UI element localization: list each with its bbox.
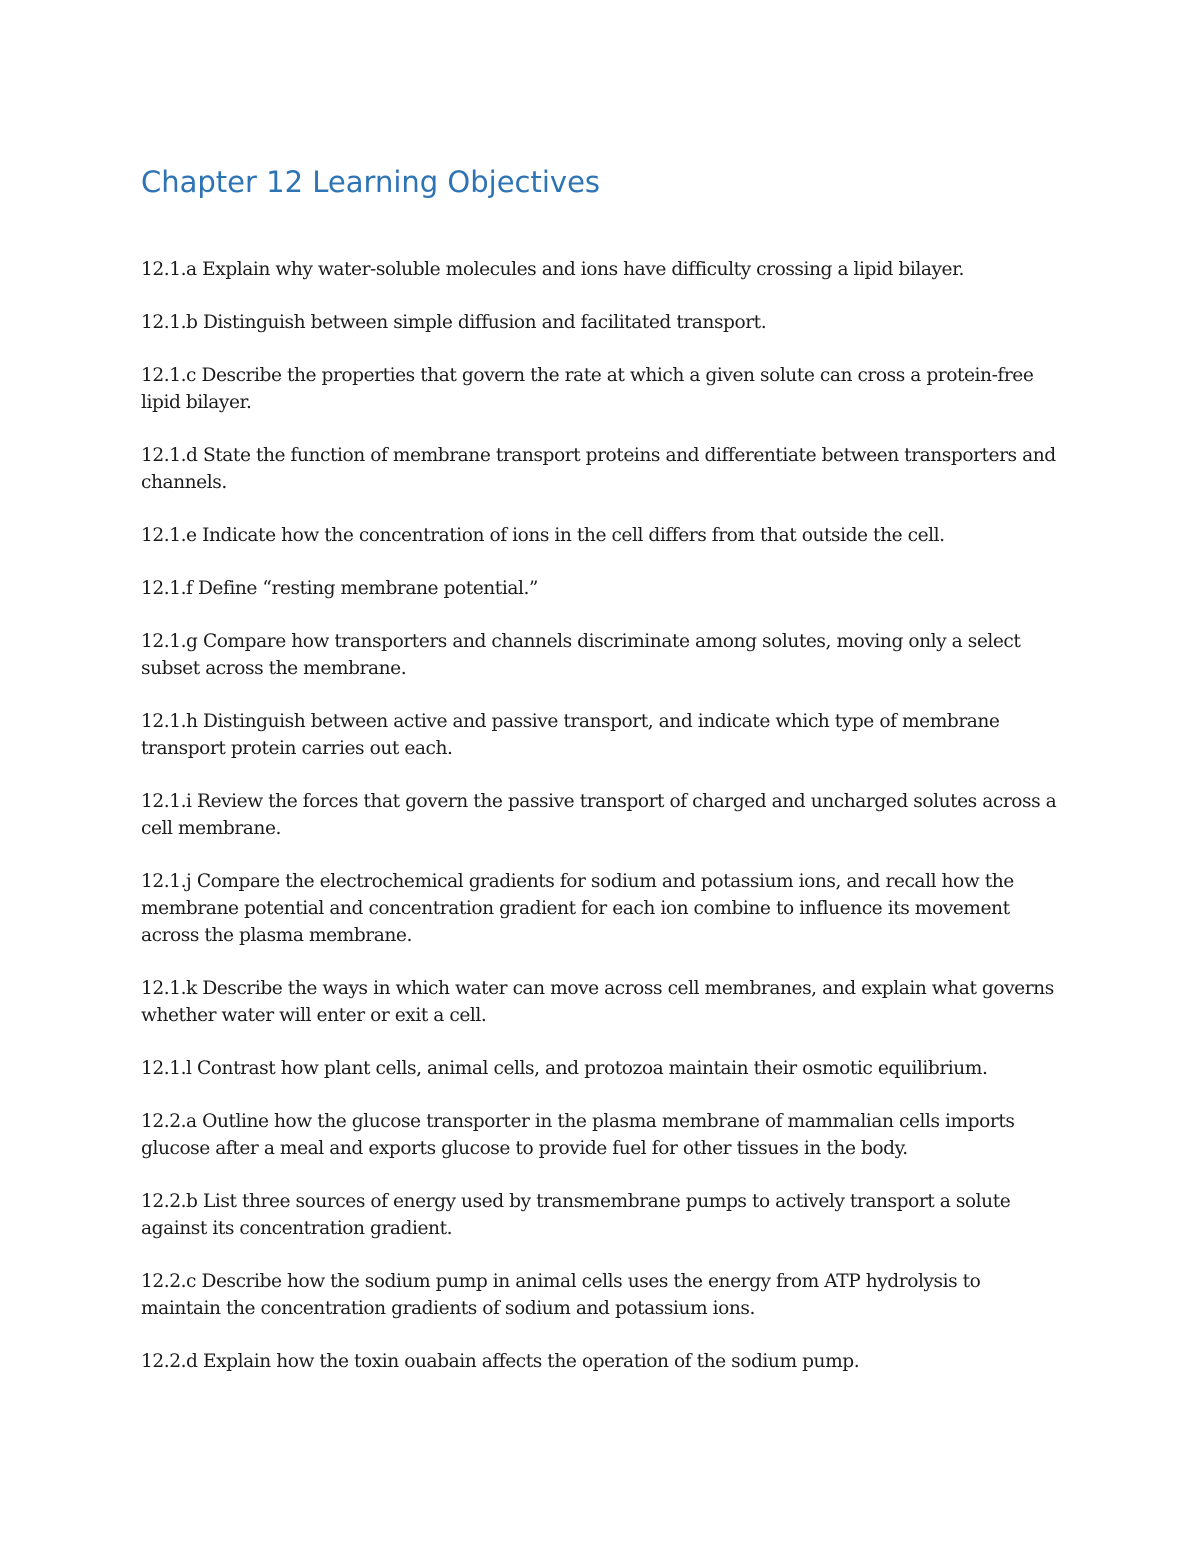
objective-12-2-d: 12.2.d Explain how the toxin ouabain affects the operation of the sodium pump.	[141, 1351, 860, 1372]
objective-12-1-l: 12.1.l Contrast how plant cells, animal cells, and protozoa maintain their osmotic equilibrium.	[141, 1058, 988, 1079]
objective-12-1-k: 12.1.k Describe the ways in which water can move across cell membranes, and explain what governs whether water will enter or exit a cell.	[141, 978, 1054, 1026]
objective-12-1-f: 12.1.f Define “resting membrane potential.”	[141, 578, 538, 599]
objective-12-1-b: 12.1.b Distinguish between simple diffusion and facilitated transport.	[141, 312, 767, 333]
objective-12-1-g: 12.1.g Compare how transporters and channels discriminate among solutes, moving only a select subset across the membrane.	[141, 631, 1021, 679]
objective-12-1-h: 12.1.h Distinguish between active and passive transport, and indicate which type of membrane transport protein carries out each.	[141, 711, 1000, 759]
learning-objectives-list	[141, 256, 1061, 1401]
objective-12-1-d: 12.1.d State the function of membrane transport proteins and differentiate between transporters and channels.	[141, 445, 1056, 493]
objective-12-2-b: 12.2.b List three sources of energy used by transmembrane pumps to actively transport a solute against its concentration gradient.	[141, 1191, 1011, 1239]
objective-12-2-c: 12.2.c Describe how the sodium pump in animal cells uses the energy from ATP hydrolysis to maintain the concentration gradients of sodium and potassium ions.	[141, 1271, 981, 1319]
page-title: Chapter 12 Learning Objectives	[141, 165, 601, 199]
objective-12-1-c: 12.1.c Describe the properties that govern the rate at which a given solute can cross a protein-free lipid bilayer.	[141, 365, 1034, 413]
objective-12-2-a: 12.2.a Outline how the glucose transporter in the plasma membrane of mammalian cells imports glucose after a meal and exports glucose to provide fuel for other tissues in the body.	[141, 1111, 1015, 1159]
objective-12-1-e: 12.1.e Indicate how the concentration of ions in the cell differs from that outside the cell.	[141, 525, 945, 546]
objective-12-1-a: 12.1.a Explain why water-soluble molecules and ions have difficulty crossing a lipid bilayer.	[141, 259, 964, 280]
objective-12-1-i: 12.1.i Review the forces that govern the passive transport of charged and uncharged solutes across a cell membrane.	[141, 791, 1057, 839]
objective-12-1-j: 12.1.j Compare the electrochemical gradients for sodium and potassium ions, and recall how the membrane potential and concentration gradient for each ion combine to influence its movement across the plasma membrane.	[141, 871, 1014, 946]
